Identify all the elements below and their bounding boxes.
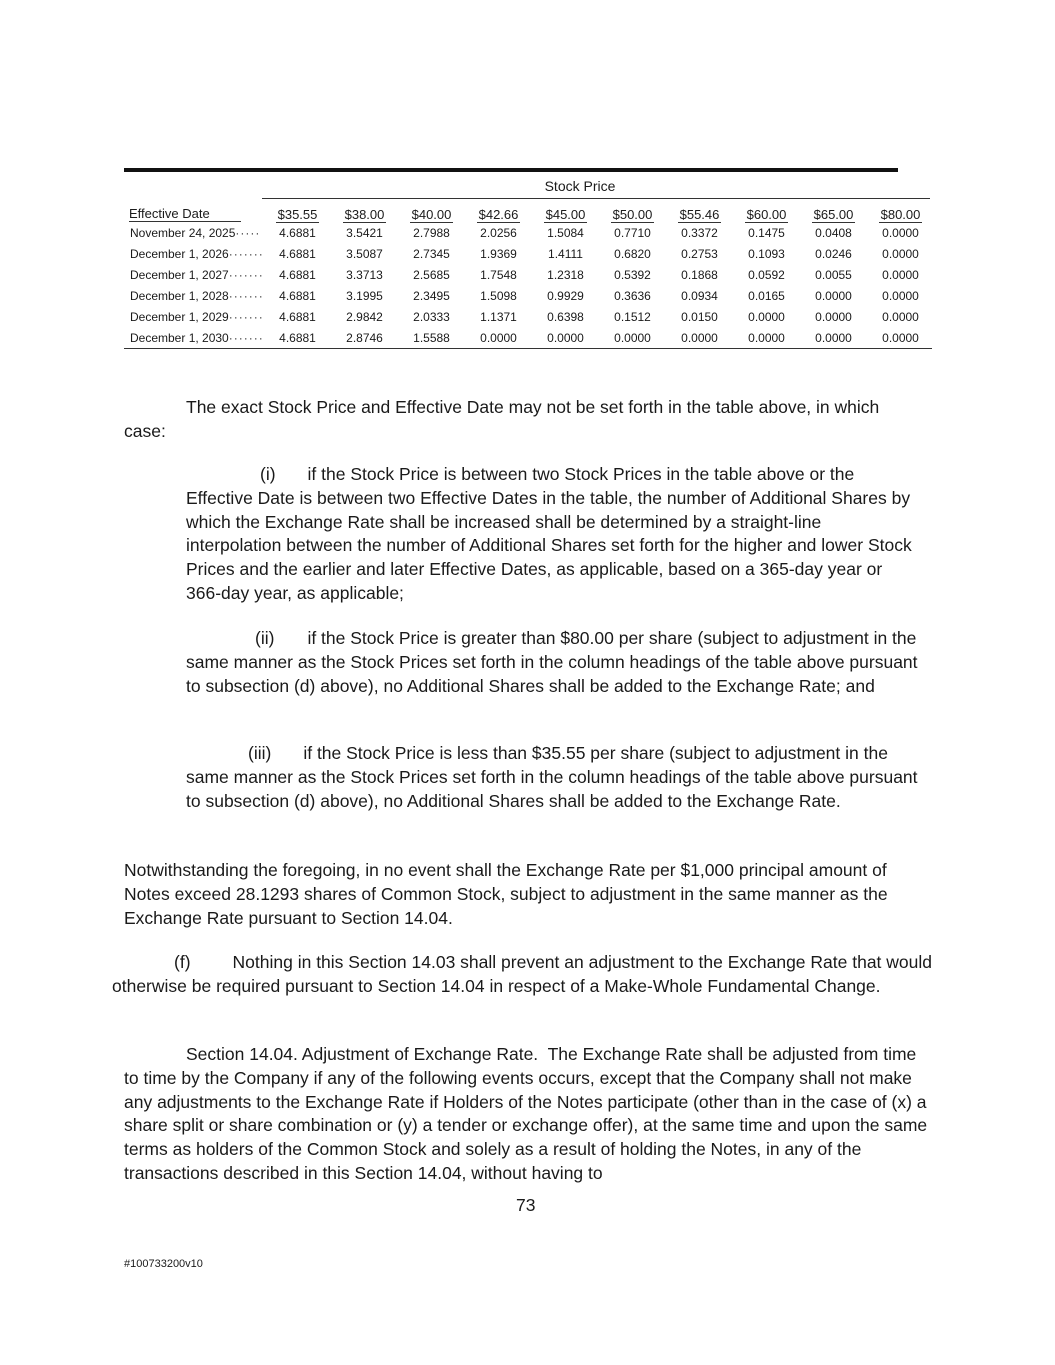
effective-date-cell: December 1, 2028·······: [130, 288, 264, 303]
notwithstanding-paragraph: Notwithstanding the foregoing, in no event shall the Exchange Rate per $1,000 principal amount of Notes exceed 28.1293 shares of Common Stock, subject to adjustment in the same manner as the Exchange Rate pursuant to Section 14.04.: [124, 860, 888, 928]
value-cell: 4.6881: [279, 267, 316, 282]
value-cell: 1.5098: [480, 288, 517, 303]
table-body: [124, 222, 934, 348]
table-row: [124, 327, 934, 348]
item-i-paragraph: (i) if the Stock Price is between two Stock Prices in the table above or the Effective Date is between two Effective Dates in the table, the number of Additional Shares by which the Exchange Rate shall be increased shall be determined by a straight-line interpolation between the number of Additional Shares set forth for the higher and lower Stock Prices and the earlier and later Effective Dates, as applicable, based on a 365-day year or 366-day year, as applicable;: [186, 464, 912, 603]
value-cell: 2.9842: [346, 309, 383, 324]
value-cell: 0.0000: [882, 267, 919, 282]
value-cell: 0.2753: [681, 246, 718, 261]
value-cell: 0.0000: [882, 330, 919, 345]
value-cell: 0.1868: [681, 267, 718, 282]
value-cell: 0.0150: [681, 309, 718, 324]
item-f-number: (f): [174, 952, 191, 972]
price-header: $50.00: [612, 207, 653, 222]
effective-date-cell: November 24, 2025·····: [130, 225, 261, 240]
value-cell: 1.1371: [480, 309, 517, 324]
value-cell: 2.0333: [413, 309, 450, 324]
price-header: $65.00: [813, 207, 854, 222]
value-cell: 0.7710: [614, 225, 651, 240]
value-cell: 0.3636: [614, 288, 651, 303]
value-cell: 0.0000: [547, 330, 584, 345]
value-cell: 0.0000: [882, 288, 919, 303]
value-cell: 0.0000: [748, 309, 785, 324]
value-cell: 0.6398: [547, 309, 584, 324]
item-iii-paragraph: (iii) if the Stock Price is less than $35.55 per share (subject to adjustment in the same manner as the Stock Prices set forth in the column headings of the table above pursuant to subsection (d) above), no Additional Shares shall be added to the Exchange Rate.: [186, 743, 918, 811]
table-row: [124, 264, 934, 285]
document-id: #100733200v10: [124, 1258, 203, 1270]
value-cell: 0.6820: [614, 246, 651, 261]
value-cell: 3.3713: [346, 267, 383, 282]
value-cell: 2.7988: [413, 225, 450, 240]
section-heading: Section 14.04. Adjustment of Exchange Rate.: [186, 1044, 539, 1064]
value-cell: 2.8746: [346, 330, 383, 345]
value-cell: 2.5685: [413, 267, 450, 282]
value-cell: 0.0000: [815, 309, 852, 324]
value-cell: 4.6881: [279, 225, 316, 240]
table-bottom-rule: [124, 348, 932, 349]
table-row: [124, 243, 934, 264]
value-cell: 0.0000: [614, 330, 651, 345]
value-cell: 0.5392: [614, 267, 651, 282]
effective-date-cell: December 1, 2026·······: [130, 246, 264, 261]
page-number: 73: [516, 1195, 536, 1215]
value-cell: 0.0055: [815, 267, 852, 282]
price-header: $38.00: [344, 207, 385, 222]
table-header-row: [124, 202, 934, 222]
price-header: $45.00: [545, 207, 586, 222]
item-ii-paragraph: (ii) if the Stock Price is greater than $80.00 per share (subject to adjustment in the same manner as the Stock Prices set forth in the column headings of the table above pursuant to subsection (d) above), no Additional Shares shall be added to the Exchange Rate; and: [186, 628, 918, 696]
value-cell: 1.4111: [548, 246, 583, 261]
value-cell: 0.0592: [748, 267, 785, 282]
value-cell: 3.5087: [346, 246, 383, 261]
value-cell: 0.0000: [882, 225, 919, 240]
value-cell: 2.7345: [413, 246, 450, 261]
value-cell: 0.0165: [748, 288, 785, 303]
price-header: $35.55: [277, 207, 318, 222]
value-cell: 4.6881: [279, 246, 316, 261]
effective-date-cell: December 1, 2027·······: [130, 267, 264, 282]
item-i-number: (i): [260, 464, 276, 484]
table-top-rule: [124, 168, 898, 172]
value-cell: 0.3372: [681, 225, 718, 240]
table-row: [124, 285, 934, 306]
table-row: [124, 222, 934, 243]
value-cell: 0.0000: [681, 330, 718, 345]
effective-date-header: Effective Date: [124, 202, 264, 222]
stock-price-title: Stock Price: [544, 178, 616, 194]
value-cell: 0.9929: [547, 288, 584, 303]
intro-paragraph: The exact Stock Price and Effective Date may not be set forth in the table above, in which case:: [124, 397, 880, 441]
value-cell: 0.0000: [815, 330, 852, 345]
stock-price-rule: [262, 198, 930, 199]
additional-shares-table: [124, 202, 934, 348]
value-cell: 0.0000: [480, 330, 517, 345]
value-cell: 0.0246: [815, 246, 852, 261]
value-cell: 2.0256: [480, 225, 517, 240]
value-cell: 1.7548: [480, 267, 517, 282]
value-cell: 1.5588: [413, 330, 450, 345]
price-header: $55.46: [679, 207, 720, 222]
section-14-04-paragraph: Section 14.04. Adjustment of Exchange Rate. The Exchange Rate shall be adjusted from time to time by the Company if any of the following events occurs, except that the Company shall not make any adjustments to the Exchange Rate if Holders of the Notes participate (other than in the case of (x) a share split or share combination or (y) a tender or exchange offer), at the same time and upon the same terms as holders of the Common Stock and solely as a result of holding the Notes, in any of the transactions described in this Section 14.04, without having to: [124, 1044, 928, 1183]
value-cell: 4.6881: [279, 309, 316, 324]
table-row: [124, 306, 934, 327]
value-cell: 0.0408: [815, 225, 852, 240]
value-cell: 0.0000: [882, 309, 919, 324]
item-ii-number: (ii): [255, 628, 275, 648]
value-cell: 1.2318: [547, 267, 584, 282]
value-cell: 0.1475: [748, 225, 785, 240]
value-cell: 4.6881: [279, 288, 316, 303]
price-header: $42.66: [478, 207, 519, 222]
price-header: $60.00: [746, 207, 787, 222]
price-header: $80.00: [880, 207, 921, 222]
item-iii-number: (iii): [248, 743, 272, 763]
value-cell: 0.0000: [748, 330, 785, 345]
effective-date-cell: December 1, 2030·······: [130, 330, 264, 345]
value-cell: 0.1093: [748, 246, 785, 261]
item-f-paragraph: (f) Nothing in this Section 14.03 shall prevent an adjustment to the Exchange Rate that would otherwise be required pursuant to Section 14.04 in respect of a Make-Whole Fundamental Change.: [112, 952, 933, 996]
value-cell: 4.6881: [279, 330, 316, 345]
value-cell: 2.3495: [413, 288, 450, 303]
value-cell: 3.1995: [346, 288, 383, 303]
effective-date-cell: December 1, 2029·······: [130, 309, 264, 324]
value-cell: 1.5084: [547, 225, 584, 240]
price-header: $40.00: [411, 207, 452, 222]
value-cell: 0.0934: [681, 288, 718, 303]
value-cell: 0.0000: [815, 288, 852, 303]
value-cell: 0.1512: [614, 309, 651, 324]
value-cell: 1.9369: [480, 246, 517, 261]
value-cell: 0.0000: [882, 246, 919, 261]
value-cell: 3.5421: [346, 225, 383, 240]
